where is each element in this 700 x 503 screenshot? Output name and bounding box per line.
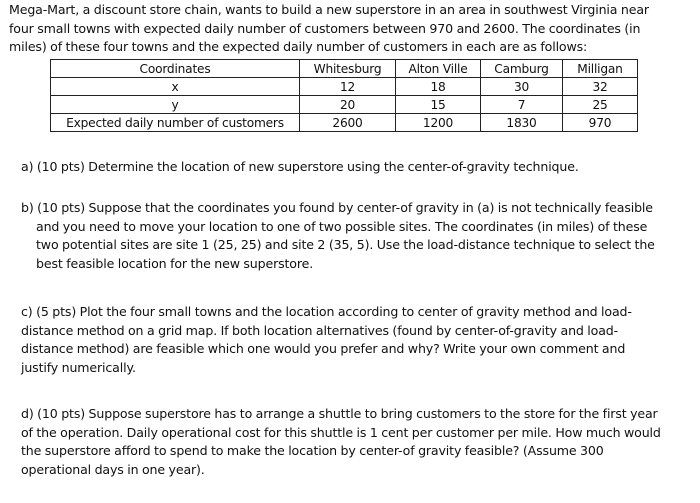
problem-intro: [9, 1, 697, 57]
question-line: two potential sites are site 1 (25, 25) and site 2 (35, 5). Use the load-distance technique to select the: [36, 237, 655, 253]
intro-line: Mega-Mart, a discount store chain, wants to build a new superstore in an area in southwest Virginia near: [9, 2, 649, 17]
question-c: [21, 303, 632, 378]
table-cell: 15: [396, 96, 481, 114]
question-b: [21, 199, 655, 274]
question-line: justify numerically.: [21, 360, 136, 376]
question-line: of the operation. Daily operational cost for this shuttle is 1 cent per customer per mile. How much would: [21, 424, 661, 440]
table-cell: Expected daily number of customers: [51, 114, 300, 132]
table-cell: 7: [481, 96, 563, 114]
question-line: best feasible location for the new superstore.: [36, 256, 314, 272]
intro-line: four small towns with expected daily number of customers between 970 and 2600. The coordinates (in: [9, 20, 641, 36]
question-line: distance method) are feasible which one would you prefer and why? Write your own comment and: [21, 341, 626, 357]
table-cell: 2600: [300, 114, 396, 132]
table-header-cell: Milligan: [563, 60, 638, 78]
table-cell: 18: [396, 78, 481, 96]
question-line: c) (5 pts) Plot the four small towns and the location according to center of gravity method and load-: [21, 304, 632, 319]
table-cell: 20: [300, 96, 396, 114]
intro-line: miles) of these four towns and the expected daily number of customers in each are as follows:: [9, 39, 588, 55]
table-cell: 30: [481, 78, 563, 96]
question-line: and you need to move your location to one of two possible sites. The coordinates (in miles) of these: [36, 218, 648, 234]
table-header-cell: Whitesburg: [300, 60, 396, 78]
table-cell: y: [51, 96, 300, 114]
question-line: d) (10 pts) Suppose superstore has to arrange a shuttle to bring customers to the store for the first year: [21, 406, 658, 421]
question-line: operational days in one year).: [21, 462, 205, 478]
table-row: [51, 78, 638, 96]
question-line: distance method on a grid map. If both location alternatives (found by center-of-gravity and load-: [21, 322, 619, 338]
question-line: b) (10 pts) Suppose that the coordinates you found by center-of gravity in (a) is not technically feasible: [21, 200, 653, 215]
table-cell: 32: [563, 78, 638, 96]
table-cell: 1200: [396, 114, 481, 132]
question-a: [21, 158, 579, 177]
table-row: [51, 114, 638, 132]
table-header-cell: Alton Ville: [396, 60, 481, 78]
towns-data-table: [50, 59, 638, 132]
question-line: the superstore afford to spend to make the location by center-of gravity feasible? (Assume 300: [21, 443, 604, 459]
question-line: a) (10 pts) Determine the location of new superstore using the center-of-gravity technique.: [21, 159, 579, 174]
table-row: [51, 96, 638, 114]
table-cell: 970: [563, 114, 638, 132]
table-header-cell: Camburg: [481, 60, 563, 78]
table-header-cell: Coordinates: [51, 60, 300, 78]
table-cell: 12: [300, 78, 396, 96]
table-cell: 1830: [481, 114, 563, 132]
question-d: [21, 405, 661, 480]
table-header-row: [51, 60, 638, 78]
table-cell: 25: [563, 96, 638, 114]
table-cell: x: [51, 78, 300, 96]
